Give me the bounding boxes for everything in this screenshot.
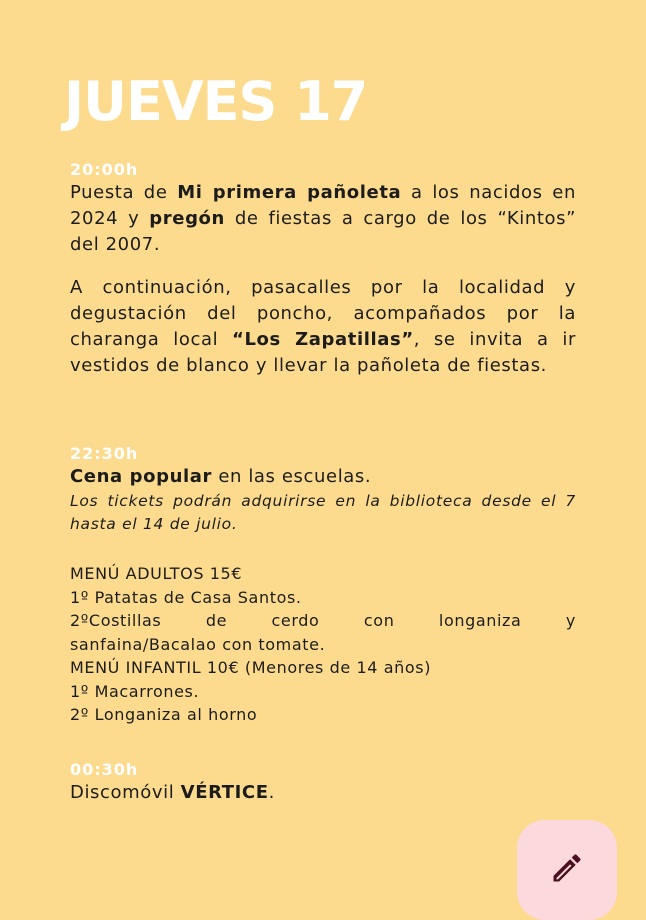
event-description: Puesta de Mi primera pañoleta a los nacidos en 2024 y pregón de fiestas a cargo de los “Kintos” del 2007. — [70, 182, 577, 255]
event-2230 — [70, 444, 576, 727]
edit-button[interactable] — [517, 820, 617, 920]
event-description-continued: A continuación, pasacalles por la localidad y degustación del poncho, acompañados por la charanga local “Los Zapatillas”, se invita a ir vestidos de blanco y llevar la pañoleta de fiestas. — [70, 277, 577, 376]
menu-kids-item-1: 1º Macarrones. — [70, 681, 200, 701]
menu-kids-title: MENÚ INFANTIL 10€ (Menores de 14 años) — [70, 658, 432, 677]
page-title: JUEVES 17 — [64, 70, 368, 133]
menu — [70, 562, 576, 727]
menu-adult-title: MENÚ ADULTOS 15€ — [70, 564, 243, 583]
tickets-note: Los tickets podrán adquirirse en la biblioteca desde el 7 hasta el 14 de julio. — [70, 492, 576, 533]
menu-kids-item-2: 2º Longaniza al horno — [70, 705, 258, 724]
event-0030 — [70, 760, 576, 806]
menu-adult-item-2: 2ºCostillas de cerdo con longaniza y — [70, 611, 576, 630]
event-2000 — [70, 160, 576, 379]
event-time: 22:30h — [70, 444, 139, 463]
event-time: 20:00h — [70, 160, 139, 179]
menu-adult-item-2-cont: sanfaina/Bacalao con tomate. — [70, 634, 326, 654]
menu-adult-item-1: 1º Patatas de Casa Santos. — [70, 587, 302, 607]
event-description: Cena popular en las escuelas. — [70, 466, 372, 487]
pencil-icon — [549, 850, 585, 886]
event-time: 00:30h — [70, 760, 139, 779]
event-description: Discomóvil VÉRTICE. — [70, 782, 275, 803]
